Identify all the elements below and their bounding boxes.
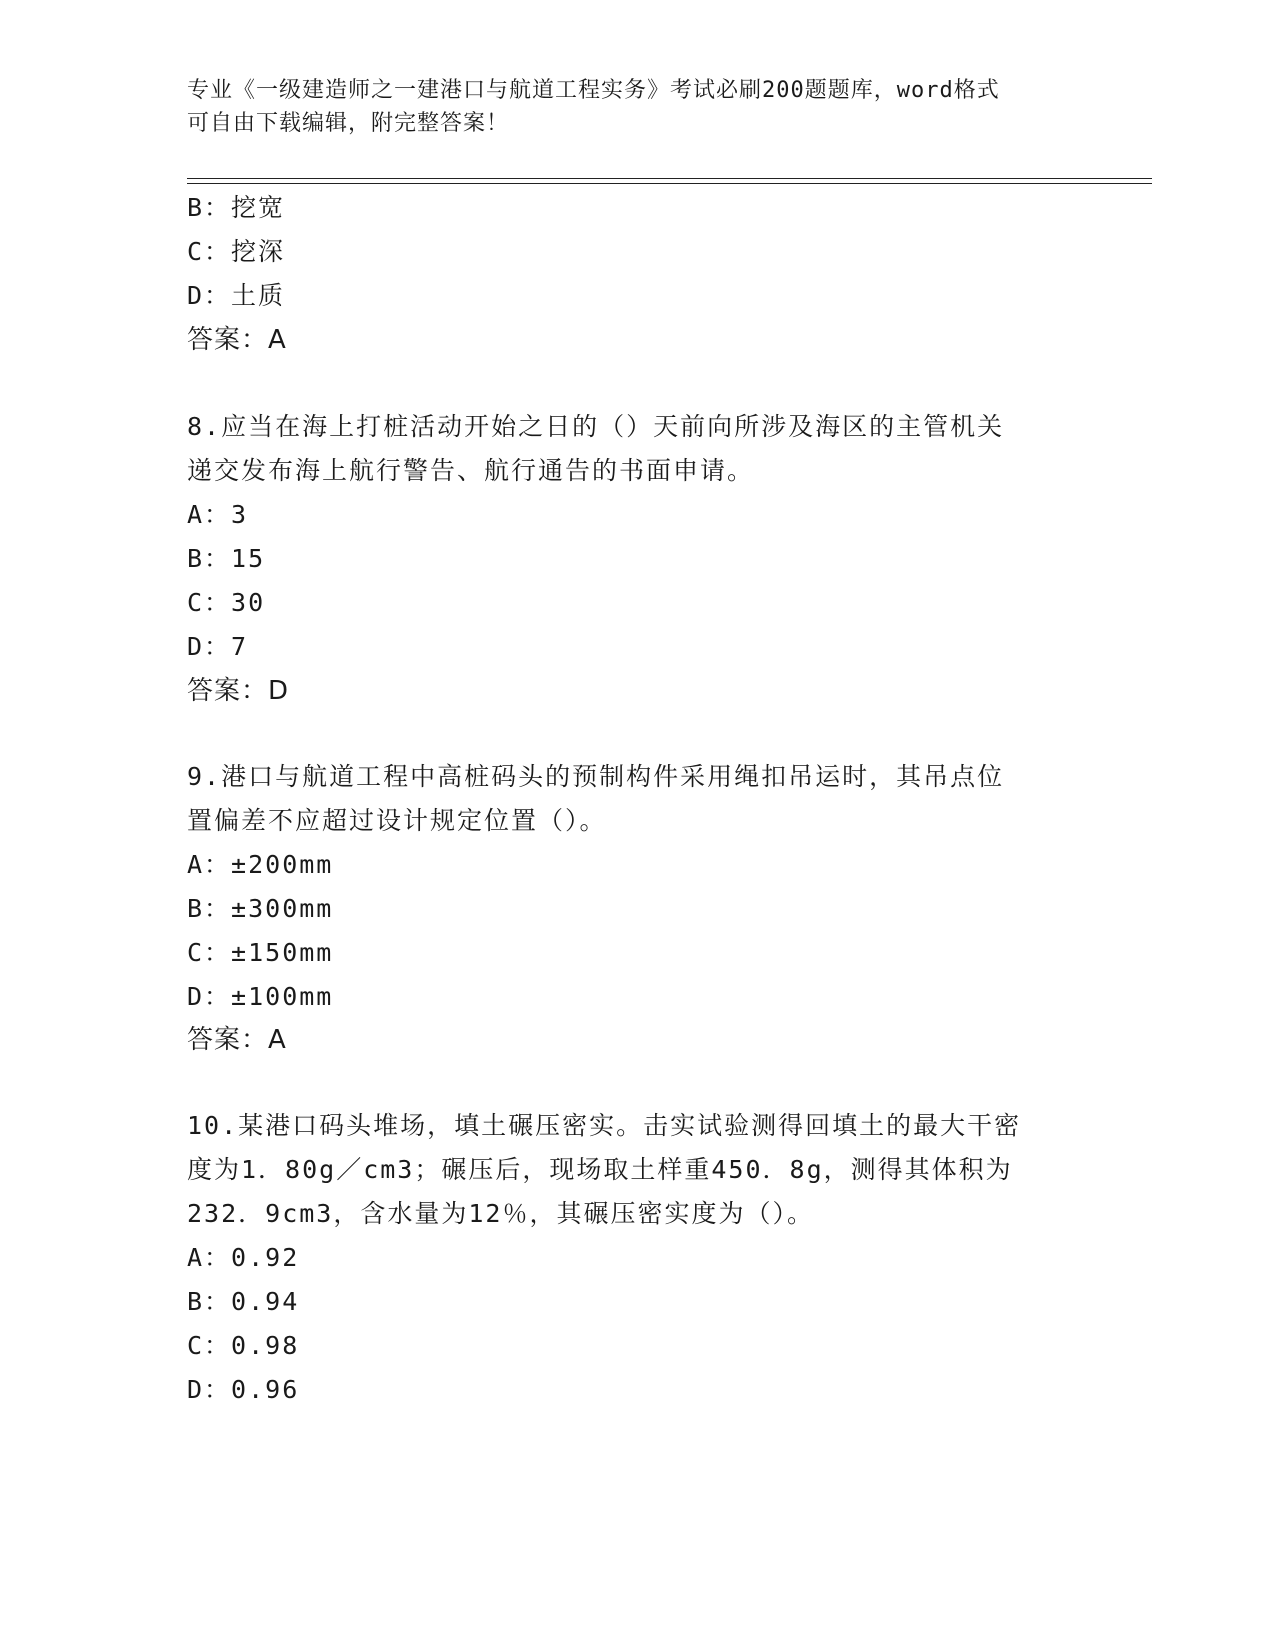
q9-answer: 答案：A <box>187 1025 287 1055</box>
q9-option-a: A：±200mm <box>187 850 334 879</box>
q10-option-d: D：0.96 <box>187 1375 300 1404</box>
document-header <box>187 74 1087 140</box>
q10-stem-line-1: 10.某港口码头堆场，填土碾压密实。击实试验测得回填土的最大干密 <box>187 1111 1022 1140</box>
q7-option-d: D：土质 <box>187 281 286 310</box>
q8-answer: 答案：D <box>187 676 290 706</box>
q7-answer: 答案：A <box>187 325 287 355</box>
q8-option-d: D：7 <box>187 632 249 661</box>
q10-stem-line-2: 度为1．80g／cm3；碾压后，现场取土样重450．8g，测得其体积为 <box>187 1155 1013 1184</box>
header-divider-bottom <box>187 183 1152 184</box>
q10-option-b: B：0.94 <box>187 1287 300 1316</box>
q8-option-a: A：3 <box>187 500 249 529</box>
q9-stem-line-1: 9.港口与航道工程中高桩码头的预制构件采用绳扣吊运时，其吊点位 <box>187 762 1005 791</box>
q7-option-b: B：挖宽 <box>187 193 286 222</box>
q9-option-b: B：±300mm <box>187 894 334 923</box>
header-divider-top <box>187 178 1152 179</box>
header-line-2: 可自由下载编辑，附完整答案！ <box>187 111 510 136</box>
header-line-1: 专业《一级建造师之一建港口与航道工程实务》考试必刷200题题库，word格式 <box>187 78 1000 103</box>
q10-stem-line-3: 232．9cm3，含水量为12％，其碾压密实度为（）。 <box>187 1199 814 1228</box>
q10-option-c: C：0.98 <box>187 1331 300 1360</box>
q8-stem-line-2: 递交发布海上航行警告、航行通告的书面申请。 <box>187 456 755 485</box>
q9-option-d: D：±100mm <box>187 982 334 1011</box>
q9-option-c: C：±150mm <box>187 938 334 967</box>
q8-option-c: C：30 <box>187 588 266 617</box>
q8-option-b: B：15 <box>187 544 266 573</box>
q10-option-a: A：0.92 <box>187 1243 300 1272</box>
q7-option-c: C：挖深 <box>187 237 286 266</box>
q9-stem-line-2: 置偏差不应超过设计规定位置（）。 <box>187 806 607 835</box>
q8-stem-line-1: 8.应当在海上打桩活动开始之日的（）天前向所涉及海区的主管机关 <box>187 412 1005 441</box>
